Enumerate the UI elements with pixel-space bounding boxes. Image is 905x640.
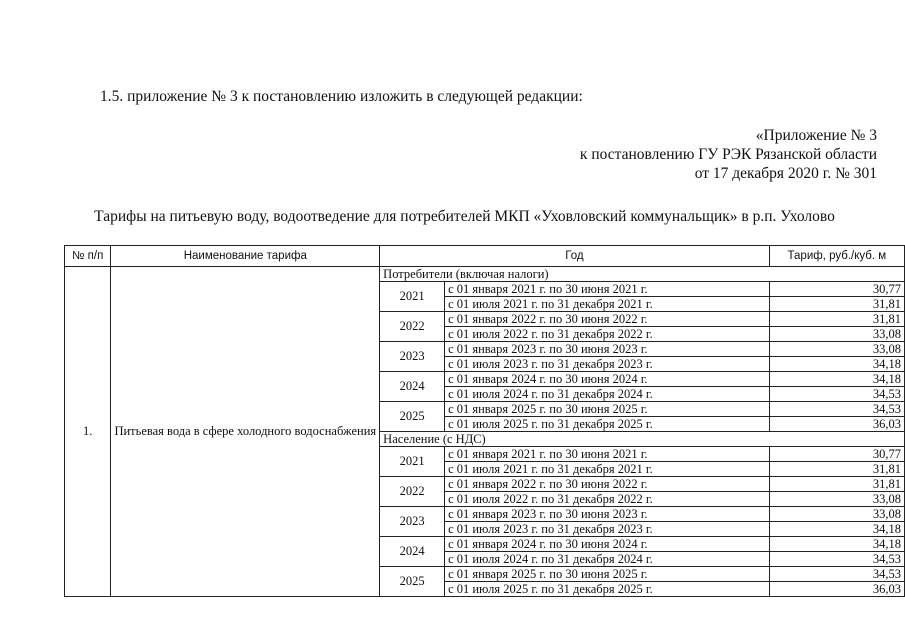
period-cell: с 01 января 2023 г. по 30 июня 2023 г. [445,507,770,522]
tariff-name: Питьевая вода в сфере холодного водоснабжения [111,267,380,597]
tariff-value: 34,53 [769,567,904,582]
period-cell: с 01 июля 2024 г. по 31 декабря 2024 г. [445,387,770,402]
tariff-value: 33,08 [769,507,904,522]
period-cell: с 01 июля 2022 г. по 31 декабря 2022 г. [445,327,770,342]
tariff-value: 31,81 [769,477,904,492]
period-cell: с 01 января 2023 г. по 30 июня 2023 г. [445,342,770,357]
tariff-value: 34,18 [769,372,904,387]
tariff-value: 30,77 [769,282,904,297]
period-cell: с 01 июля 2025 г. по 31 декабря 2025 г. [445,582,770,597]
appendix-header [580,126,877,183]
tariff-value: 34,18 [769,537,904,552]
row-number: 1. [65,267,111,597]
intro-paragraph: 1.5. приложение № 3 к постановлению изложить в следующей редакции: [100,88,583,105]
period-cell: с 01 июля 2023 г. по 31 декабря 2023 г. [445,522,770,537]
tariff-value: 33,08 [769,492,904,507]
period-cell: с 01 января 2024 г. по 30 июня 2024 г. [445,537,770,552]
header-tariff: Тариф, руб./куб. м [769,246,904,267]
consumer-group-label: Население (с НДС) [380,432,905,447]
tariff-value: 34,18 [769,357,904,372]
header-year: Год [380,246,770,267]
table-title: Тарифы на питьевую воду, водоотведение для потребителей МКП «Уховловский коммунальщик» в р.п. Ухолово [94,208,835,225]
period-cell: с 01 января 2022 г. по 30 июня 2022 г. [445,477,770,492]
year-cell: 2022 [380,312,445,342]
period-cell: с 01 января 2024 г. по 30 июня 2024 г. [445,372,770,387]
tariff-value: 34,53 [769,552,904,567]
year-cell: 2023 [380,507,445,537]
period-cell: с 01 июля 2024 г. по 31 декабря 2024 г. [445,552,770,567]
appendix-line-1: «Приложение № 3 [755,127,877,144]
year-cell: 2022 [380,477,445,507]
tariff-value: 33,08 [769,342,904,357]
tariff-value: 33,08 [769,327,904,342]
period-cell: с 01 июля 2022 г. по 31 декабря 2022 г. [445,492,770,507]
tariff-table [64,245,905,597]
table-header-row [65,246,905,267]
tariff-value: 34,18 [769,522,904,537]
appendix-line-2: к постановлению ГУ РЭК Рязанской области [579,146,877,163]
year-cell: 2021 [380,447,445,477]
period-cell: с 01 июля 2021 г. по 31 декабря 2021 г. [445,462,770,477]
header-num: № п/п [65,246,111,267]
year-cell: 2025 [380,402,445,432]
period-cell: с 01 июля 2025 г. по 31 декабря 2025 г. [445,417,770,432]
period-cell: с 01 июля 2023 г. по 31 декабря 2023 г. [445,357,770,372]
tariff-value: 34,53 [769,402,904,417]
year-cell: 2024 [380,537,445,567]
period-cell: с 01 января 2021 г. по 30 июня 2021 г. [445,447,770,462]
period-cell: с 01 января 2021 г. по 30 июня 2021 г. [445,282,770,297]
year-cell: 2024 [380,372,445,402]
table-body [65,267,905,597]
year-cell: 2025 [380,567,445,597]
tariff-value: 31,81 [769,297,904,312]
tariff-value: 36,03 [769,582,904,597]
tariff-value: 31,81 [769,462,904,477]
appendix-line-3: от 17 декабря 2020 г. № 301 [694,165,877,182]
tariff-value: 31,81 [769,312,904,327]
tariff-value: 30,77 [769,447,904,462]
consumer-group-label: Потребители (включая налоги) [380,267,905,282]
period-cell: с 01 января 2022 г. по 30 июня 2022 г. [445,312,770,327]
period-cell: с 01 января 2025 г. по 30 июня 2025 г. [445,567,770,582]
year-cell: 2023 [380,342,445,372]
tariff-value: 36,03 [769,417,904,432]
group-row [65,267,905,282]
year-cell: 2021 [380,282,445,312]
period-cell: с 01 июля 2021 г. по 31 декабря 2021 г. [445,297,770,312]
tariff-value: 34,53 [769,387,904,402]
header-name: Наименование тарифа [111,246,380,267]
period-cell: с 01 января 2025 г. по 30 июня 2025 г. [445,402,770,417]
